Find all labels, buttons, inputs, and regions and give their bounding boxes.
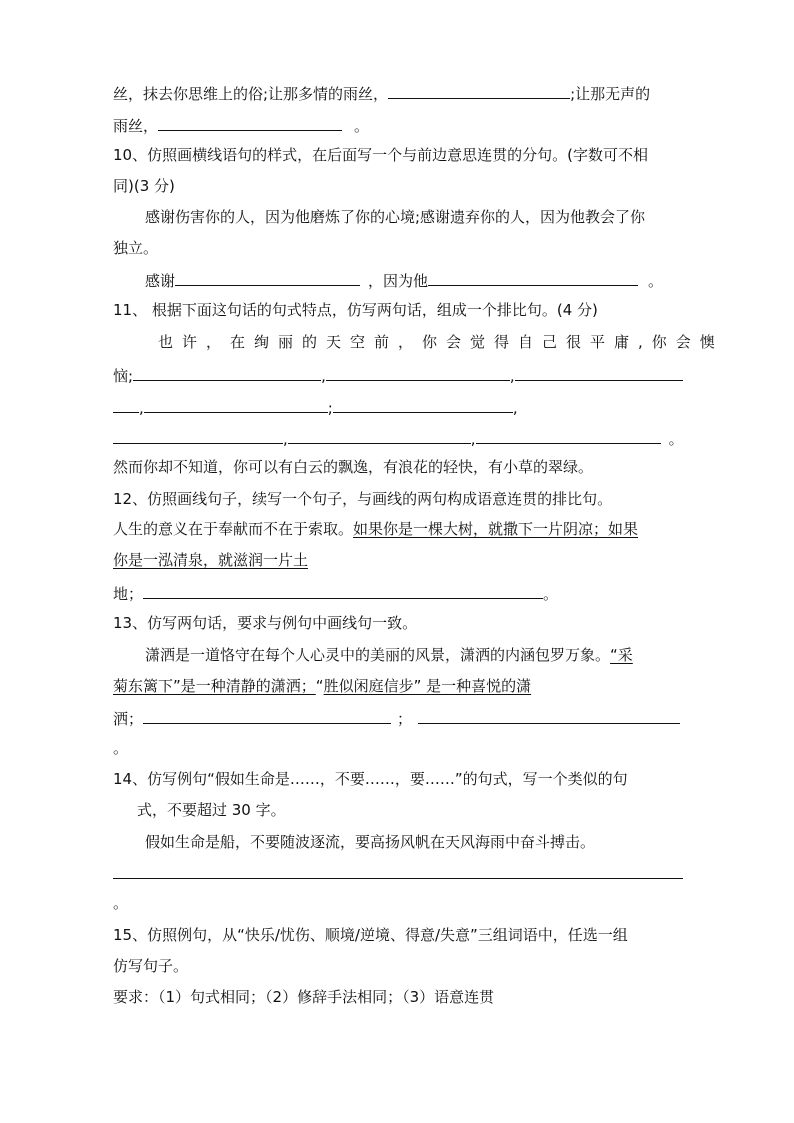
q13-ending: 。 [113, 739, 129, 757]
q14-answer-rule[interactable] [113, 878, 683, 879]
q13-text: “ [315, 677, 324, 695]
q11-answer-line-1 [113, 363, 683, 385]
q13-text: ； [397, 710, 413, 728]
answer-blank[interactable] [143, 706, 391, 724]
q10-answer-line [145, 268, 685, 290]
answer-blank[interactable] [476, 426, 661, 444]
q12-example-1 [113, 518, 683, 540]
answer-blank[interactable] [428, 268, 638, 286]
q11-punct: , [283, 430, 288, 448]
q11-answer-line-2 [113, 395, 683, 417]
answer-blank[interactable] [515, 363, 683, 381]
q13-underlined-text: 胜似闲庭信步 [323, 677, 414, 695]
q10-prompt-1: 10、仿照画横线语句的样式，在后面写一个与前边意思连贯的分句。(字数可不相 [113, 146, 648, 164]
q14-example: 假如生命是船，不要随波逐流，要高扬风帆在天风海雨中奋斗搏击。 [145, 833, 596, 851]
q15-requirements: 要求：（1）句式相同；（2）修辞手法相同；（3）语意连贯 [113, 988, 495, 1006]
q10-prompt-2: 同)(3 分) [113, 177, 175, 195]
answer-blank[interactable] [133, 363, 321, 381]
q9-text: 。 [354, 117, 370, 135]
answer-blank[interactable] [388, 81, 570, 99]
q9-text: 丝，抹去你思维上的俗;让那多情的雨丝， [113, 85, 389, 103]
q10-text: ，因为他 [368, 272, 429, 290]
q9-text: ;让那无声的 [570, 85, 651, 103]
q12-answer-line [113, 581, 683, 603]
q9-text: 雨丝， [113, 117, 159, 135]
q12-underlined-text: 你是一泓清泉，就滋润一片土 [113, 551, 309, 569]
q13-text: 潇洒是一道恪守在每个人心灵中的美丽的风景，潇洒的内涵包罗万象。 [145, 646, 611, 664]
q11-ending: 然而你却不知道，你可以有白云的飘逸，有浪花的轻快，有小草的翠绿。 [113, 458, 594, 476]
q14-prompt-2: 式，不要超过 30 字。 [137, 801, 286, 819]
q10-example-1: 感谢伤害你的人，因为他磨炼了你的心境;感谢遗弃你的人，因为他教会了你 [145, 208, 646, 226]
q15-prompt-2: 仿写句子。 [113, 957, 189, 975]
q15-prompt-1: 15、仿照例句，从“快乐/忧伤、顺境/逆境、得意/失意”三组词语中，任选一组 [113, 926, 628, 944]
answer-blank[interactable] [326, 363, 510, 381]
answer-blank[interactable] [113, 395, 139, 413]
answer-blank[interactable] [113, 426, 283, 444]
q13-underlined-text: 菊东篱下”是一种清静的潇洒； [113, 677, 316, 695]
q13-answer-line [113, 706, 683, 728]
answer-blank[interactable] [158, 113, 342, 131]
q13-text: 洒； [113, 710, 144, 728]
q12-text: 。 [543, 585, 559, 603]
q13-prompt: 13、仿写两句话，要求与例句中画线句一致。 [113, 614, 418, 632]
answer-blank[interactable] [333, 395, 513, 413]
q11-prompt: 11、 根据下面这句话的句式特点，仿写两句话，组成一个排比句。(4 分) [113, 301, 598, 319]
q11-punct: , [470, 430, 476, 448]
q11-punct: ; [327, 399, 333, 417]
q11-answer-line-3 [113, 426, 683, 448]
q11-punct: , [509, 367, 515, 385]
q13-example-2 [113, 675, 683, 697]
q11-punct: , [512, 399, 518, 417]
q12-text: 人生的意义在于奉献而不在于索取。 [113, 520, 354, 538]
q10-text: 。 [648, 272, 664, 290]
q9-line-1 [113, 81, 683, 103]
q12-text: 地； [113, 585, 144, 603]
q11-punct: , [139, 399, 144, 417]
q12-example-2 [113, 549, 683, 571]
q10-example-2: 独立。 [113, 239, 159, 257]
answer-blank[interactable] [144, 395, 328, 413]
q13-example-1 [145, 644, 685, 666]
answer-blank[interactable] [418, 706, 680, 724]
answer-blank[interactable] [288, 426, 471, 444]
q10-text: 感谢 [145, 272, 176, 290]
answer-blank[interactable] [143, 581, 543, 599]
q9-line-2 [113, 113, 683, 135]
q13-underlined-text: ” 是一种喜悦的潇 [413, 677, 532, 695]
q13-underlined-text: “采 [610, 646, 633, 664]
q12-prompt: 12、仿照画线句子，续写一个句子，与画线的两句构成语意连贯的排比句。 [113, 490, 613, 508]
q11-sentence-1: 也许，在绚丽的天空前，你会觉得自己很平庸,你会懊 [158, 333, 724, 351]
q14-ending: 。 [113, 894, 129, 912]
q11-punct: , [321, 367, 326, 385]
q11-text: 恼; [113, 367, 134, 385]
q11-punct: 。 [668, 430, 684, 448]
q12-underlined-text: 如果你是一棵大树，就撒下一片阴凉；如果 [353, 520, 639, 538]
answer-blank[interactable] [175, 268, 360, 286]
q14-prompt-1: 14、仿写例句“假如生命是……，不要……，要……”的句式，写一个类似的句 [113, 770, 628, 788]
